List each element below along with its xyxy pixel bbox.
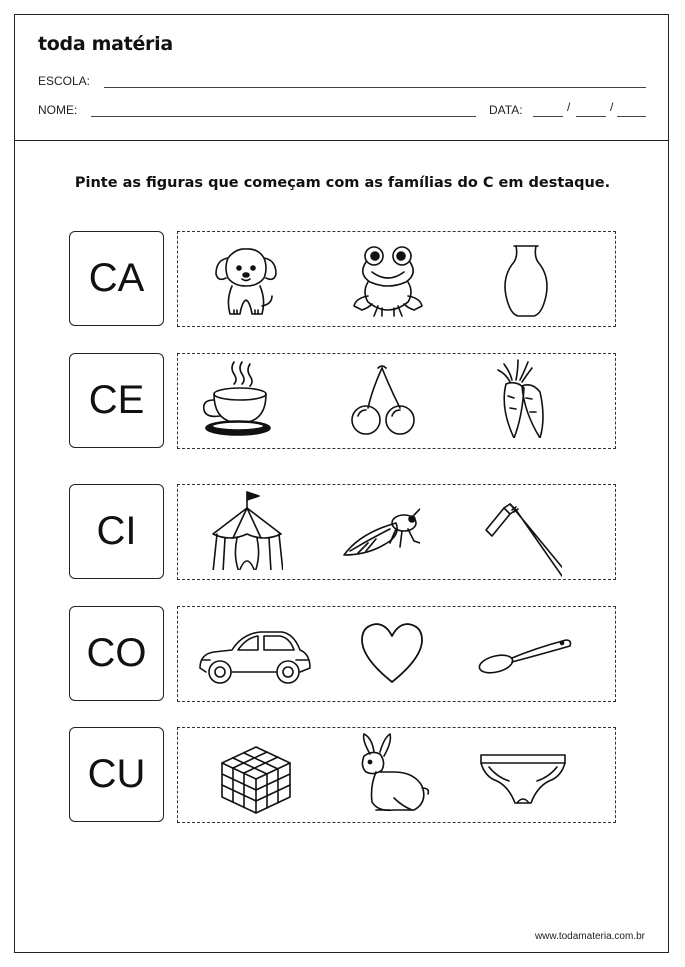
rubiks-cube-icon[interactable] xyxy=(216,737,296,817)
drinking-straw-icon[interactable] xyxy=(482,500,562,580)
date-year-field[interactable] xyxy=(617,116,646,117)
school-label: ESCOLA: xyxy=(38,74,91,88)
date-separator: / xyxy=(610,100,614,114)
spoon-icon[interactable] xyxy=(476,612,576,692)
syllable-box-ce: CE xyxy=(69,353,164,448)
underpants-icon[interactable] xyxy=(475,737,571,817)
name-label: NOME: xyxy=(38,103,78,117)
date-label: DATA: xyxy=(489,103,523,117)
frog-icon[interactable] xyxy=(348,240,428,320)
syllable-box-ci: CI xyxy=(69,484,164,579)
syllable-box-co: CO xyxy=(69,606,164,701)
cherries-icon[interactable] xyxy=(344,360,424,440)
carrots-icon[interactable] xyxy=(484,358,564,438)
name-field[interactable] xyxy=(91,116,476,117)
school-field[interactable] xyxy=(104,87,646,88)
footer-url[interactable]: www.todamateria.com.br xyxy=(534,931,645,942)
header-divider xyxy=(14,140,669,141)
heart-icon[interactable] xyxy=(352,612,432,692)
syllable-box-ca: CA xyxy=(69,231,164,326)
car-icon[interactable] xyxy=(196,614,314,694)
rabbit-icon[interactable] xyxy=(350,732,430,812)
cicada-icon[interactable] xyxy=(340,493,420,573)
date-day-field[interactable] xyxy=(533,116,563,117)
coffee-cup-icon[interactable] xyxy=(198,358,278,438)
instruction-text: Pinte as figuras que começam com as famílias do C em destaque. xyxy=(74,175,611,191)
date-separator: / xyxy=(567,100,571,114)
date-month-field[interactable] xyxy=(576,116,606,117)
syllable-box-cu: CU xyxy=(69,727,164,822)
brand-logo: toda matéria xyxy=(38,33,173,55)
vase-icon[interactable] xyxy=(486,240,566,320)
dog-icon[interactable] xyxy=(206,240,286,320)
circus-tent-icon[interactable] xyxy=(203,490,283,570)
